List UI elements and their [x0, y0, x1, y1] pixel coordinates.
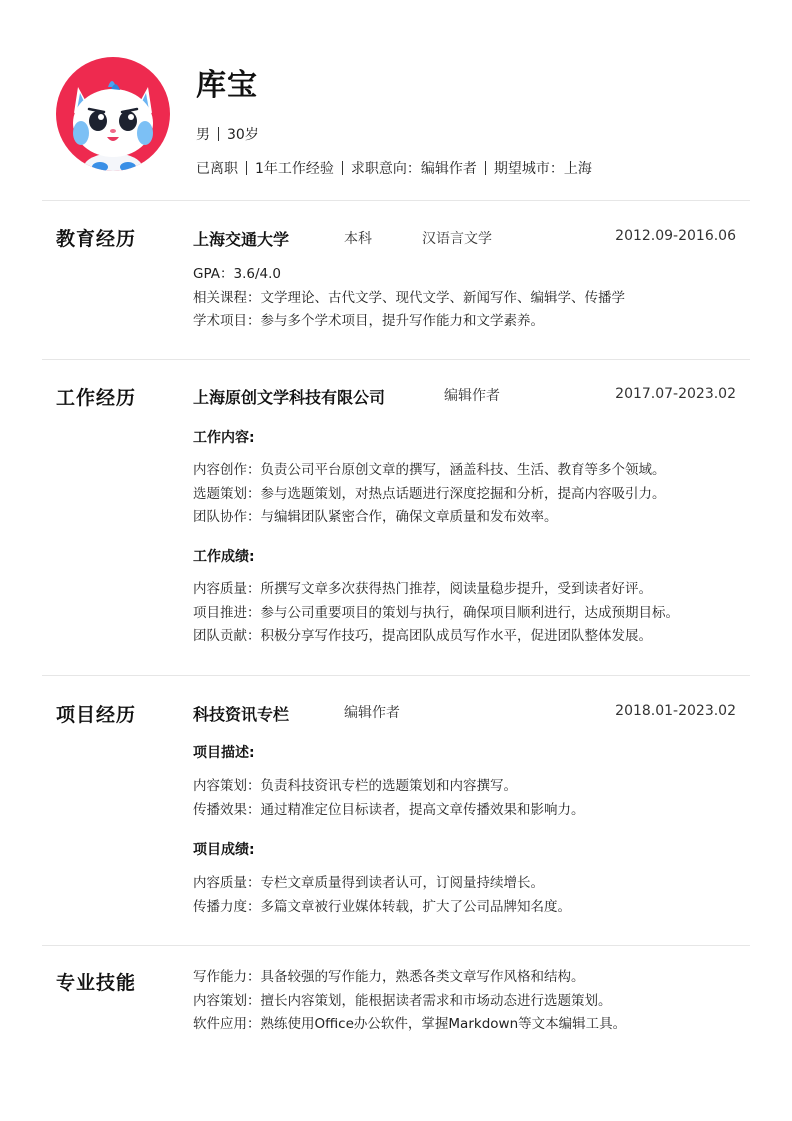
work-content-list — [193, 459, 753, 530]
list-item: 传播力度：多篇文章被行业媒体转载，扩大了公司品牌知名度。 — [193, 898, 571, 915]
list-item: 软件应用：熟练使用Office办公软件，掌握Markdown等文本编辑工具。 — [193, 1016, 627, 1032]
list-item: 团队贡献：积极分享写作技巧，提高团队成员写作水平，促进团队整体发展。 — [193, 628, 652, 644]
employment-status: 已离职 — [196, 161, 238, 177]
cat-mascot-icon — [56, 57, 170, 171]
section-title-project: 项目经历 — [56, 704, 137, 726]
separator — [342, 161, 343, 175]
expected-city: 期望城市：上海 — [493, 161, 592, 177]
list-item: 选题策划：参与选题策划，对热点话题进行深度挖掘和分析，提高内容吸引力。 — [193, 485, 666, 502]
candidate-name: 库宝 — [196, 68, 258, 103]
project-desc-heading: 项目描述: — [193, 745, 255, 761]
list-item: 内容策划：负责科技资讯专栏的选题策划和内容撰写。 — [193, 778, 517, 794]
separator — [246, 161, 247, 175]
academic-projects-line: 学术项目：参与多个学术项目，提升写作能力和文学素养。 — [193, 313, 544, 329]
work-content-heading: 工作内容: — [193, 430, 255, 446]
section-divider — [42, 200, 750, 201]
project-achievement-list — [193, 872, 753, 919]
section-title-education: 教育经历 — [56, 228, 137, 250]
section-divider — [42, 945, 750, 946]
section-divider — [42, 359, 750, 360]
gpa-line: GPA：3.6/4.0 — [193, 266, 281, 282]
work-experience: 1年工作经验 — [255, 161, 334, 177]
project-role: 编辑作者 — [344, 705, 400, 721]
resume-header — [0, 0, 792, 200]
education-details — [193, 263, 753, 334]
separator — [218, 127, 219, 141]
courses-line: 相关课程：文学理论、古代文学、现代文学、新闻写作、编辑学、传播学 — [193, 289, 625, 306]
list-item: 传播效果：通过精准定位目标读者，提高文章传播效果和影响力。 — [193, 801, 585, 818]
separator — [485, 161, 486, 175]
section-title-work: 工作经历 — [56, 387, 137, 409]
project-name: 科技资讯专栏 — [193, 705, 290, 724]
project-desc-list — [193, 775, 753, 822]
job-intention: 求职意向：编辑作者 — [350, 161, 477, 177]
section-divider — [42, 675, 750, 676]
skills-list — [193, 966, 753, 1037]
work-achievement-list — [193, 578, 753, 649]
gender: 男 — [196, 127, 210, 143]
avatar — [56, 57, 170, 171]
list-item: 团队协作：与编辑团队紧密合作，确保文章质量和发布效率。 — [193, 509, 558, 525]
list-item: 项目推进：参与公司重要项目的策划与执行，确保项目顺利进行，达成预期目标。 — [193, 604, 679, 621]
project-period: 2018.01-2023.02 — [615, 703, 736, 719]
major: 汉语言文学 — [422, 231, 492, 247]
degree: 本科 — [344, 231, 372, 247]
list-item: 内容策划：擅长内容策划，能根据读者需求和市场动态进行选题策划。 — [193, 992, 612, 1009]
school-name: 上海交通大学 — [193, 230, 290, 249]
work-achievement-heading: 工作成绩: — [193, 549, 255, 565]
list-item: 内容质量：专栏文章质量得到读者认可，订阅量持续增长。 — [193, 875, 544, 891]
education-period: 2012.09-2016.06 — [615, 228, 736, 244]
section-title-skills: 专业技能 — [56, 972, 137, 994]
work-role: 编辑作者 — [444, 388, 500, 404]
work-period: 2017.07-2023.02 — [615, 386, 736, 402]
job-intent-info — [196, 158, 592, 178]
age: 30岁 — [227, 127, 259, 143]
list-item: 写作能力：具备较强的写作能力，熟悉各类文章写作风格和结构。 — [193, 969, 585, 985]
company-name: 上海原创文学科技有限公司 — [193, 388, 386, 407]
list-item: 内容质量：所撰写文章多次获得热门推荐，阅读量稳步提升，受到读者好评。 — [193, 581, 652, 597]
basic-info — [196, 124, 259, 144]
list-item: 内容创作：负责公司平台原创文章的撰写，涵盖科技、生活、教育等多个领域。 — [193, 462, 666, 478]
project-achievement-heading: 项目成绩: — [193, 842, 255, 858]
